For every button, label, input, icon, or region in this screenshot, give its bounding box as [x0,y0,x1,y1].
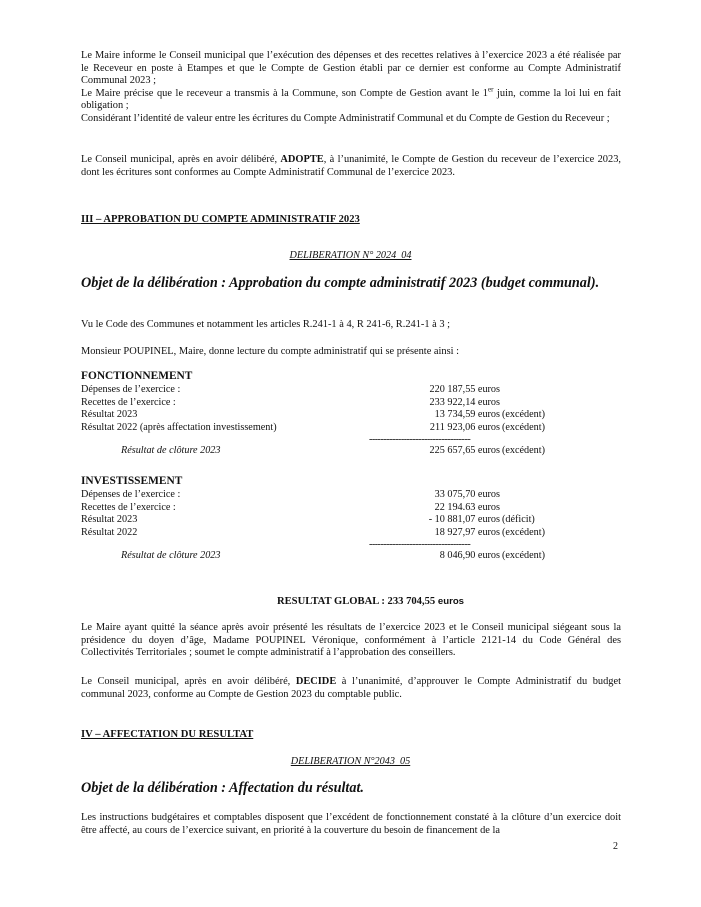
paragraph-text: Le Conseil municipal, après en avoir délibéré, [81,676,296,687]
cloture-note: (excédent) [502,550,545,561]
paragraph-instructions: Les instructions budgétaires et comptables disposent que l’excédent de fonctionnement constaté à la clôture d’un exercice doit être affecté, au cours de l’exercice suivant, en priorité à la couverture du besoin de financement de la [81,812,621,836]
row-value: 13 734,59 euros [434,409,500,420]
global-amount: RESULTAT GLOBAL : 233 704,55 [276,596,436,607]
cloture-label: Résultat de clôture 2023 [121,550,221,561]
bold-keyword: DECIDE [295,676,337,687]
page-number: 2 [613,841,618,852]
fonctionnement-table [81,384,621,458]
cloture-note: (excédent) [502,445,545,456]
row-value: 22 194.63 euros [434,501,500,513]
global-unit: euros [437,596,465,607]
row-value: 233 922,14 euros [429,396,500,408]
paragraph-text: Le Maire précise que le receveur a transmis à la Commune, son Compte de Gestion avant le 1 [81,87,488,99]
row-label: Dépenses de l’exercice : [81,489,181,500]
table-row [81,527,621,540]
separator-line: ----------------------------------- [369,539,471,550]
row-value: - 10 881,07 euros [428,514,500,525]
row-note: (excédent) [502,421,545,433]
table-row [81,409,621,422]
deliberation-number: DELIBERATION N°2043_05 [290,756,411,767]
paragraph-text: , à l’unanimité, le Compte de Gestion du receveur de l’exercice 2023, dont les écritures sont conformes au Compte Administratif Communal de l’exercice 2023. [81,154,621,178]
row-value: 211 923,06 euros [429,421,500,433]
separator-line: ----------------------------------- [369,434,471,445]
table-row [81,502,621,515]
cloture-value: 8 046,90 euros [439,550,500,561]
legal-reference: Vu le Code des Communes et notamment les articles R.241-1 à 4, R 241-6, R.241-1 à 3 ; [81,319,451,330]
row-label: Résultat 2023 [81,514,138,525]
deliberation-object: Objet de la délibération : Affectation du résultat. [81,780,364,796]
cloture-value: 225 657,65 euros [429,445,500,456]
row-note: (excédent) [502,409,545,420]
superscript: er [487,85,494,94]
table-row [81,397,621,410]
row-label: Recettes de l’exercice : [81,396,176,408]
row-note: (déficit) [502,514,535,525]
paragraph-text: Le Maire informe le Conseil municipal que l’exécution des dépenses et des recettes relatives à l’exercice 2023 a été réalisée par le Receveur en poste à Etampes et que le Compte de Gestion établi par ce dernier est conforme au Compte Administratif Communal 2023 ; [81,50,621,87]
deliberation-object: Objet de la délibération : Approbation du compte administratif 2023 (budget communal). [81,275,600,291]
paragraph-text: Considérant l’identité de valeur entre les écritures du Compte Administratif Communal et du Compte de Gestion du Receveur ; [81,112,610,124]
deliberation-number: DELIBERATION N° 2024_04 [289,250,412,261]
table-row [81,489,621,502]
separator-row [81,434,621,445]
table-row [81,422,621,435]
row-value: 220 187,55 euros [429,384,500,395]
cloture-row [81,445,621,458]
paragraph-maire: Le Maire ayant quitté la séance après avoir présenté les résultats de l’exercice 2023 et le Conseil municipal siégeant sous la présidence du doyen d’âge, Madame POUPINEL Véronique, conformément à l’article 2121-14 du Code Général des Collectivités Territoriales ; soumet le compte administratif à l’approbation des conseillers. [81,622,621,659]
table-row [81,384,621,397]
section-fonctionnement-title: FONCTIONNEMENT [81,370,193,382]
section-investissement-title: INVESTISSEMENT [81,475,183,487]
row-value: 33 075,70 euros [434,489,500,500]
paragraph-text: Le Conseil municipal, après en avoir délibéré, [81,154,281,165]
row-label: Résultat 2023 [81,409,138,420]
cloture-row [81,550,621,563]
bold-keyword: ADOPTE [280,154,324,165]
row-note: (excédent) [502,526,545,538]
row-label: Résultat 2022 (après affectation investissement) [81,421,277,433]
row-label: Dépenses de l’exercice : [81,384,181,395]
paragraph-text: à l’unanimité, d’approuver le Compte Administratif du budget communal 2023, conforme au Compte de Gestion 2023 du comptable public. [81,676,621,700]
paragraph-adopte [81,154,621,179]
row-label: Résultat 2022 [81,526,138,538]
row-label: Recettes de l’exercice : [81,501,176,513]
section-heading: IV – AFFECTATION DU RESULTAT [81,729,254,740]
table-row [81,514,621,527]
separator-row [81,539,621,550]
paragraph-execution [81,50,621,126]
reading-statement: Monsieur POUPINEL, Maire, donne lecture du compte administratif qui se présente ainsi : [81,346,460,357]
paragraph-text: juin, comme la loi lui en fait obligation ; [81,87,621,112]
row-value: 18 927,97 euros [434,526,500,538]
paragraph-decide [81,676,621,701]
section-heading: III – APPROBATION DU COMPTE ADMINISTRATIF 2023 [81,214,360,225]
investissement-table [81,489,621,563]
cloture-label: Résultat de clôture 2023 [121,445,221,456]
resultat-global [0,596,701,607]
